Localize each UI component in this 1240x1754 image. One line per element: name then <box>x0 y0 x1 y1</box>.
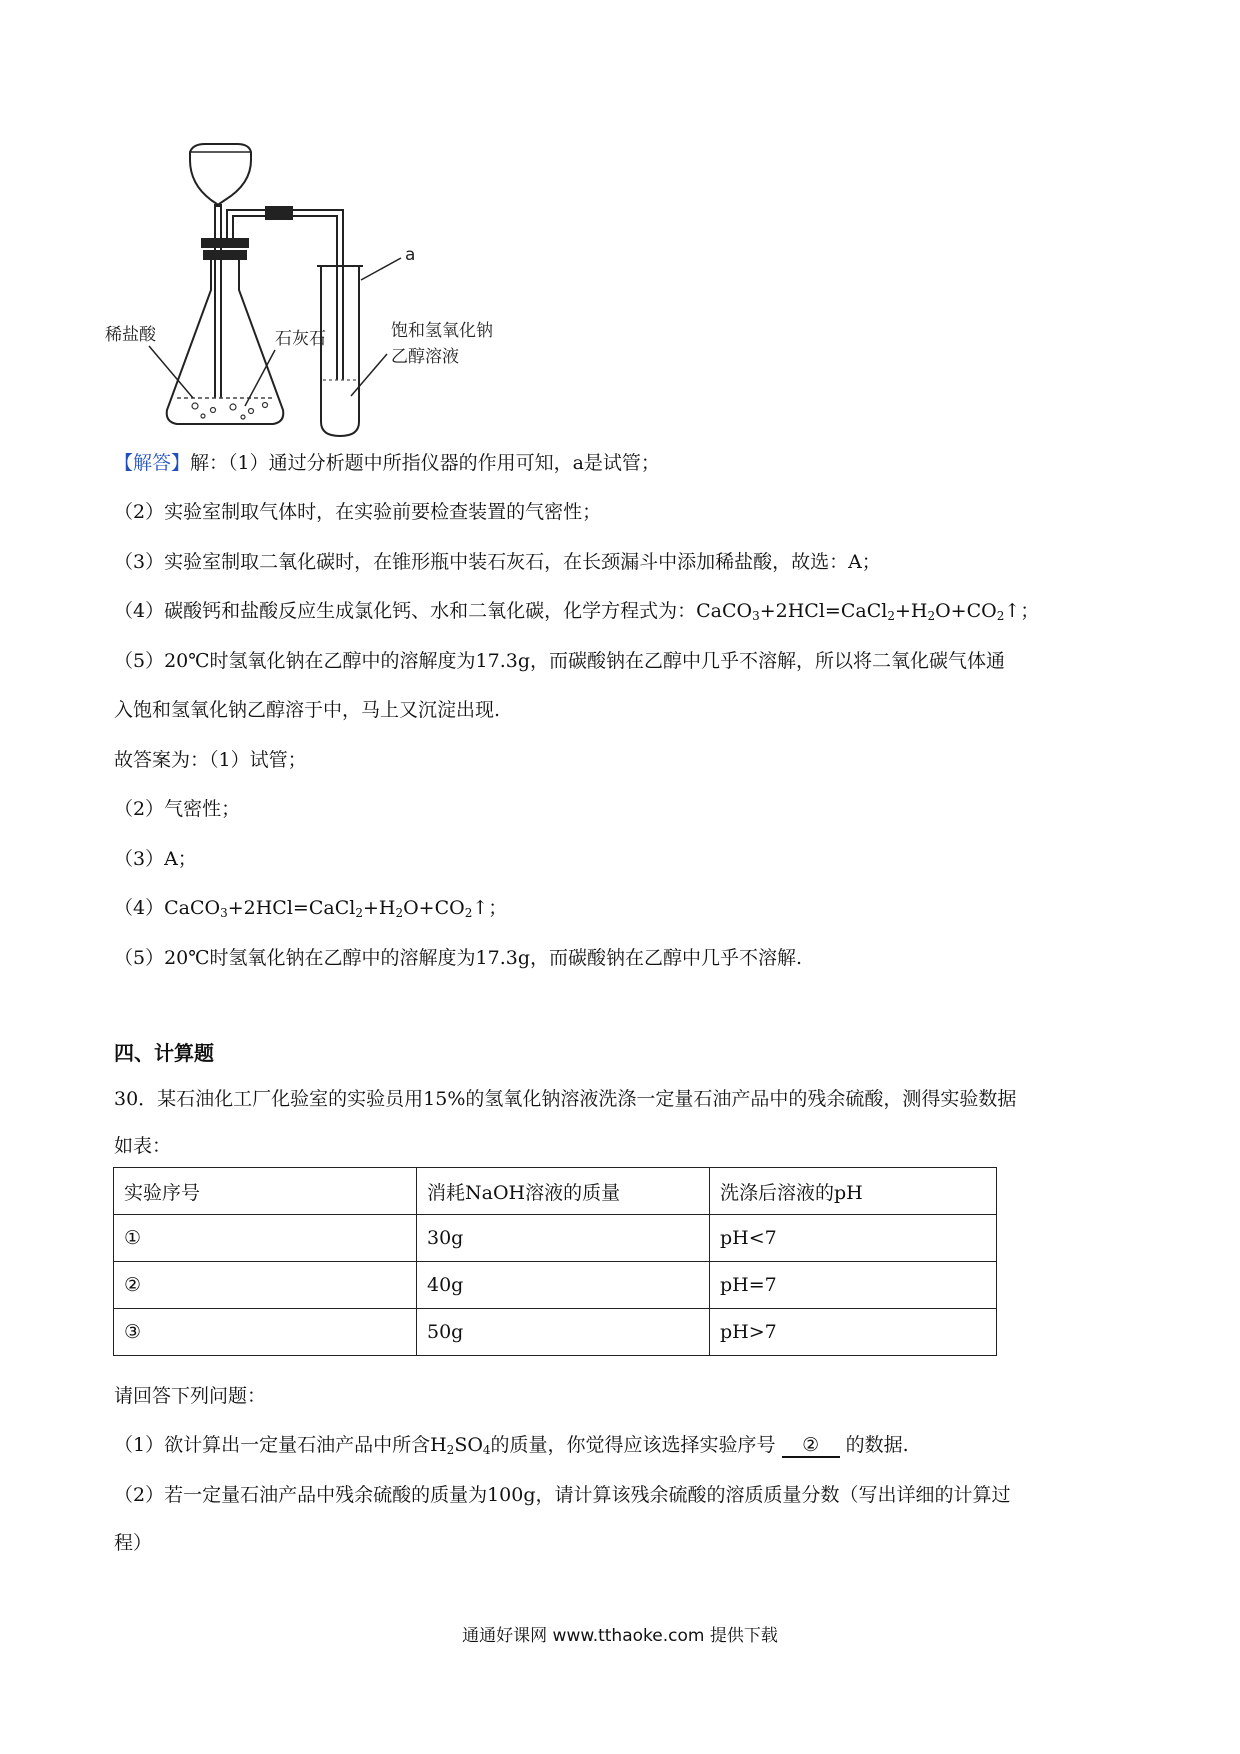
test-tube <box>321 266 359 436</box>
answer-line-4: （4）碳酸钙和盐酸反应生成氯化钙、水和二氧化碳，化学方程式为：$CaCO_3+2HCl=CaCl_2+H_2O+CO_2↑$； <box>114 600 1040 623</box>
table-header-cell: 消耗NaOH溶液的质量 <box>417 1168 710 1215</box>
sub-question-1: （1）欲计算出一定量石油产品中所含$H_2SO_4$的质量，你觉得应该选择实验序号 ② 的数据. <box>114 1434 909 1457</box>
funnel-cup <box>190 144 251 206</box>
label-solution-1: 饱和氢氧化钠 <box>391 321 493 341</box>
rubber-connector <box>265 206 293 220</box>
question-stem-line-2: 如表： <box>114 1135 172 1157</box>
stopper-top <box>201 238 249 248</box>
answer-line-1: 【解答】解：（1）通过分析题中所指仪器的作用可知，a是试管； <box>114 452 660 474</box>
answer-line-2: （2）实验室制取气体时，在实验前要检查装置的气密性； <box>114 501 602 523</box>
conical-flask <box>167 260 284 424</box>
label-a: a <box>405 245 416 265</box>
experiment-data-table <box>113 1167 997 1356</box>
page-footer: 通通好课网 www.tthaoke.com 提供下载 <box>462 1626 778 1646</box>
final-answer-line-1: 故答案为：（1）试管； <box>114 749 307 771</box>
table-row <box>114 1309 997 1356</box>
final-answer-line-2: （2）气密性； <box>114 798 241 820</box>
limestone-pieces <box>192 403 268 420</box>
table-row <box>114 1262 997 1309</box>
answer-tag: 【解答】 <box>114 452 191 474</box>
question-prompt: 请回答下列问题： <box>114 1385 267 1407</box>
question-stem-line-1: 30．某石油化工厂化验室的实验员用15%的氢氧化钠溶液洗涤一定量石油产品中的残余硫酸，测得实验数据 <box>114 1088 1017 1110</box>
table-cell: ③ <box>114 1309 417 1356</box>
final-answer-line-3: （3）A； <box>114 848 197 870</box>
sub-question-2-line-1: （2）若一定量石油产品中残余硫酸的质量为100g，请计算该残余硫酸的溶质质量分数（写出详细的计算过 <box>114 1484 1011 1506</box>
label-solution-2: 乙醇溶液 <box>391 347 459 367</box>
table-cell: ① <box>114 1215 417 1262</box>
final-answer-line-5: （5）20℃时氢氧化钠在乙醇中的溶解度为17.3g，而碳酸钠在乙醇中几乎不溶解. <box>114 947 803 969</box>
final-answer-line-4: $(4)CaCO_3+2HCl=CaCl_2+H_2O+CO_2↑$； <box>114 897 508 920</box>
table-cell: 40g <box>417 1262 710 1309</box>
table-header-row <box>114 1168 997 1215</box>
table-cell: 50g <box>417 1309 710 1356</box>
answer-line-3: （3）实验室制取二氧化碳时，在锥形瓶中装石灰石，在长颈漏斗中添加稀盐酸，故选：A； <box>114 551 881 573</box>
answer-blank: ② <box>782 1434 840 1458</box>
stopper-bottom <box>203 250 247 260</box>
table-header-cell: 洗涤后溶液的pH <box>710 1168 997 1215</box>
label-dilute-hcl: 稀盐酸 <box>105 325 156 345</box>
table-cell: 30g <box>417 1215 710 1262</box>
table-row <box>114 1215 997 1262</box>
label-limestone: 石灰石 <box>275 329 326 349</box>
table-cell: ② <box>114 1262 417 1309</box>
answer-line-5: （5）20℃时氢氧化钠在乙醇中的溶解度为17.3g，而碳酸钠在乙醇中几乎不溶解，所以将二氧化碳气体通 <box>114 650 1005 672</box>
sub-question-2-line-2: 程） <box>114 1532 153 1554</box>
apparatus-figure <box>105 140 565 440</box>
table-cell: pH<7 <box>710 1215 997 1262</box>
section-title: 四、计算题 <box>114 1041 214 1065</box>
apparatus-diagram <box>105 140 565 440</box>
table-cell: pH=7 <box>710 1262 997 1309</box>
table-header-cell: 实验序号 <box>114 1168 417 1215</box>
table-cell: pH>7 <box>710 1309 997 1356</box>
answer-line-6: 入饱和氢氧化钠乙醇溶于中，马上又沉淀出现. <box>114 699 501 721</box>
